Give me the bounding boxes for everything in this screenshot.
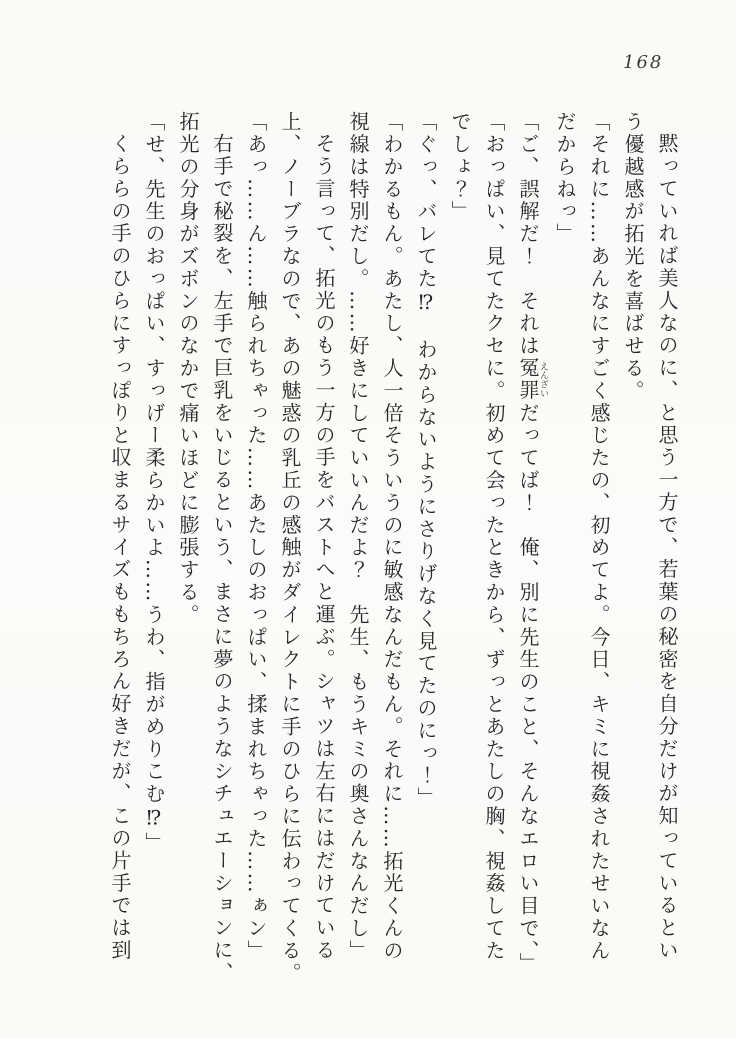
text-column: 「あっ……ん……触られちゃった……あたしのおっぱい、揉まれちゃった……ぁン」 xyxy=(244,111,268,963)
text-column: 「それに……あんなにすごく感じたの、初めてよ。今日、キミに視姦されたせいなん xyxy=(587,111,611,963)
text-block xyxy=(103,111,684,987)
text-column: 黙っていれば美人なのに、と思う一方で、若葉の秘密を自分だけが知っているとい xyxy=(655,133,679,962)
text-column: くららの手のひらにすっぽりと収まるサイズももちろん好きだが、この片手では到 xyxy=(108,133,132,962)
page-number: 168 xyxy=(623,52,664,73)
text-column: 上、ノーブラなので、あの魅惑の乳丘の感触がダイレクトに手のひらに伝わってくる。 xyxy=(278,111,302,985)
ruby-base: 冤罪えんざい xyxy=(516,357,548,403)
text-column: 視線は特別だし。……好きにしていいんだよ？ 先生、もうキミの奥さんなんだし」 xyxy=(346,111,370,963)
text-column: でしょ？」 xyxy=(448,111,472,223)
text-column: 拓光の分身がズボンのなかで痛いほどに膨張する。 xyxy=(176,111,200,627)
text-column: 「ぐっ、バレてた⁉ わからないようにさりげなく見てたのにっ！」 xyxy=(414,111,438,810)
text-column: 右手で秘裂を、左手で巨乳をいじるという、まさに夢のようなシチュエーションに、 xyxy=(210,133,234,985)
text-column: だからねっ」 xyxy=(553,111,577,246)
text-column: う優越感が拓光を喜ばせる。 xyxy=(621,111,645,403)
furigana: えんざい xyxy=(538,357,548,403)
text-column: 「せ、先生のおっぱい、すっげー柔らかいよ……うわ、指がめりこむ⁉」 xyxy=(142,111,166,855)
text-column: 「おっぱい、見てたクセに。初めて会ったときから、ずっとあたしの胸、視姦してた xyxy=(482,111,506,963)
text-column: 「わかるもん。あたし、人一倍そういうのに敏感なんだもん。それに……拓光くんの xyxy=(380,111,404,963)
text-column: そう言って、拓光のもう一方の手をバストへと運ぶ。シャツは左右にはだけている xyxy=(312,133,336,962)
text-column: 「ご、誤解だ！ それは冤罪えんざいだってば！ 俺、別に先生のこと、そんなエロい目で、」 xyxy=(516,111,548,975)
